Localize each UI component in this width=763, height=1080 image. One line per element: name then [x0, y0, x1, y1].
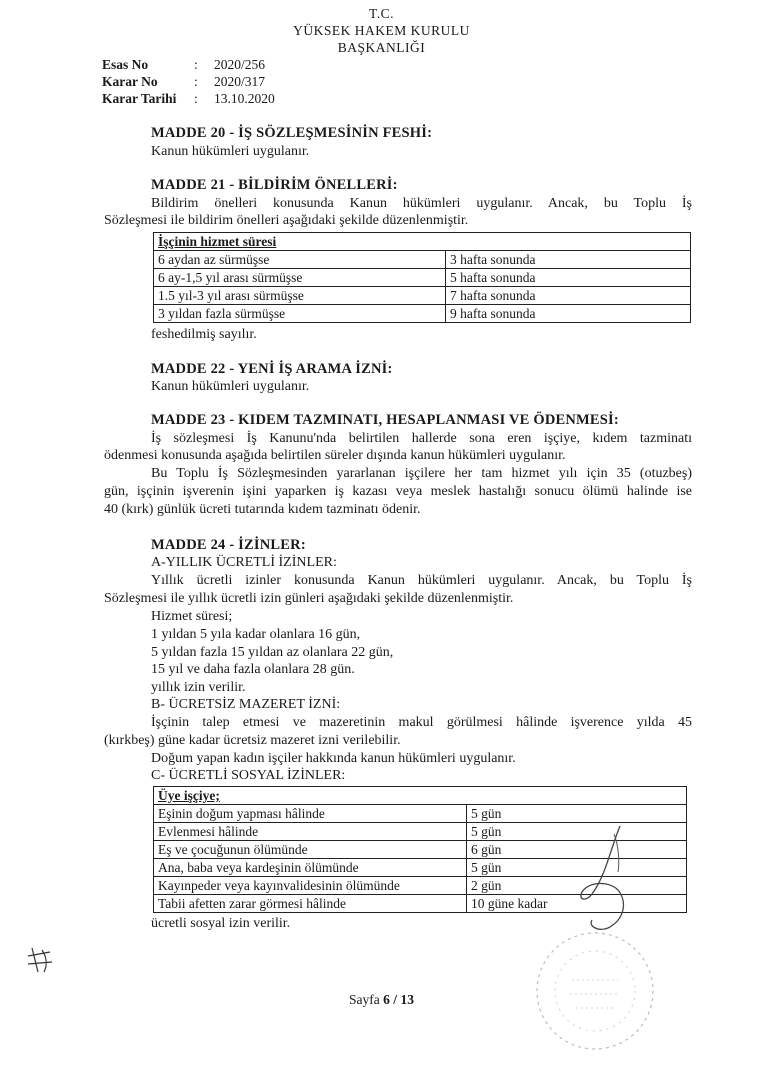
header-presidency: BAŞKANLIĞI — [337, 40, 426, 55]
madde-21-paragraph-line2: Sözleşmesi ile bildirim önelleri aşağıdaki şekilde düzenlenmiştir. — [104, 213, 469, 228]
table-cell: Eşinin doğum yapması hâlinde — [154, 805, 467, 823]
madde-22-heading: MADDE 22 - YENİ İŞ ARAMA İZNİ: — [151, 361, 393, 377]
header-institution: YÜKSEK HAKEM KURULU — [293, 23, 470, 38]
madde-21-paragraph-line1: Bildirim önelleri konusunda Kanun hükümleri uygulanır. Ancak, bu Toplu İş — [151, 196, 692, 211]
page-total: 13 — [400, 992, 414, 1007]
table-cell: 3 hafta sonunda — [446, 251, 691, 269]
table-cell: Tabii afetten zarar görmesi hâlinde — [154, 895, 467, 913]
madde-23-p2-line1: Bu Toplu İş Sözleşmesinden yararlanan işçilere her tam hizmet yılı için 35 (otuzbeş) — [151, 466, 692, 481]
meta-esas-no — [102, 56, 265, 73]
section-a-service-label: Hizmet süresi; — [151, 609, 233, 624]
table-cell: 6 gün — [467, 841, 687, 859]
meta-colon: : — [194, 74, 198, 89]
section-c-after-table: ücretli sosyal izin verilir. — [151, 916, 291, 931]
section-a-tier-1: 1 yıldan 5 yıla kadar olanlara 16 gün, — [151, 627, 361, 642]
table-cell: 6 aydan az sürmüşse — [154, 251, 446, 269]
table-cell: 6 ay-1,5 yıl arası sürmüşse — [154, 269, 446, 287]
table-row — [154, 305, 691, 323]
section-a-title: A-YILLIK ÜCRETLİ İZİNLER: — [151, 555, 337, 570]
header-tc: T.C. — [369, 6, 394, 21]
table-cell: Eş ve çocuğunun ölümünde — [154, 841, 467, 859]
table-cell: 5 gün — [467, 859, 687, 877]
madde-20-text: Kanun hükümleri uygulanır. — [151, 144, 310, 159]
madde-23-p1-line1: İş sözleşmesi İş Kanunu'nda belirtilen hallerde sona eren işçiye, kıdem tazminatı — [151, 431, 692, 446]
table-row — [154, 269, 691, 287]
page-footer — [0, 992, 763, 1008]
meta-label: Esas No — [102, 57, 149, 72]
meta-colon: : — [194, 57, 198, 72]
madde-21-after-table: feshedilmiş sayılır. — [151, 327, 257, 342]
section-b-p2: Doğum yapan kadın işçiler hakkında kanun hükümleri uygulanır. — [151, 751, 516, 766]
section-b-p1-line1: İşçinin talep etmesi ve mazeretinin makul görülmesi hâlinde işverence yılda 45 — [151, 715, 692, 730]
madde-20-heading: MADDE 20 - İŞ SÖZLEŞMESİNİN FESHİ: — [151, 125, 433, 141]
table-cell: 1.5 yıl-3 yıl arası sürmüşse — [154, 287, 446, 305]
table-cell: 7 hafta sonunda — [446, 287, 691, 305]
table-cell: Kayınpeder veya kayınvalidesinin ölümünde — [154, 877, 467, 895]
official-stamp — [532, 928, 658, 1054]
meta-value: 13.10.2020 — [214, 91, 275, 106]
table-header: Üye işçiye; — [154, 787, 687, 805]
madde-23-p1-line2: ödenmesi konusunda aşağıda belirtilen süreler dışında kanun hükümleri uygulanır. — [104, 448, 566, 463]
table-header: İşçinin hizmet süresi — [154, 233, 691, 251]
meta-karar-no — [102, 73, 265, 90]
table-cell: 10 güne kadar — [467, 895, 687, 913]
madde-22-text: Kanun hükümleri uygulanır. — [151, 379, 310, 394]
table-cell: 5 gün — [467, 823, 687, 841]
page-separator: / — [389, 992, 401, 1007]
handwritten-signature — [548, 820, 658, 940]
meta-label: Karar No — [102, 74, 158, 89]
table-cell: 2 gün — [467, 877, 687, 895]
madde-21-heading: MADDE 21 - BİLDİRİM ÖNELLERİ: — [151, 177, 398, 193]
section-a-p1-line1: Yıllık ücretli izinler konusunda Kanun hükümleri uygulanır. Ancak, bu Toplu İş — [151, 573, 692, 588]
madde-23-p2-line3: 40 (kırk) günlük ücreti tutarında kıdem tazminatı ödenir. — [104, 502, 421, 517]
table-cell: Ana, baba veya kardeşinin ölümünde — [154, 859, 467, 877]
section-a-p1-line2: Sözleşmesi ile yıllık ücretli izin günleri aşağıdaki şekilde düzenlenmiştir. — [104, 591, 514, 606]
page-number: 6 — [383, 992, 390, 1007]
madde-23-heading: MADDE 23 - KIDEM TAZMINATI, HESAPLANMASI VE ÖDENMESİ: — [151, 412, 619, 428]
section-a-tier-3: 15 yıl ve daha fazla olanlara 28 gün. — [151, 662, 355, 677]
meta-value: 2020/256 — [214, 57, 266, 72]
madde-24-heading: MADDE 24 - İZİNLER: — [151, 537, 306, 553]
meta-karar-tarihi — [102, 90, 275, 107]
initial-signature — [24, 944, 58, 976]
table-cell: 9 hafta sonunda — [446, 305, 691, 323]
table-cell: Evlenmesi hâlinde — [154, 823, 467, 841]
section-a-closing: yıllık izin verilir. — [151, 680, 246, 695]
section-a-tier-2: 5 yıldan fazla 15 yıldan az olanlara 22 gün, — [151, 645, 394, 660]
table-cell: 5 hafta sonunda — [446, 269, 691, 287]
meta-colon: : — [194, 91, 198, 106]
table-cell: 5 gün — [467, 805, 687, 823]
table-row — [154, 251, 691, 269]
meta-label: Karar Tarihi — [102, 91, 177, 106]
section-b-p1-line2: (kırkbeş) güne kadar ücretsiz mazeret izni verilebilir. — [104, 733, 401, 748]
section-b-title: B- ÜCRETSİZ MAZERET İZNİ: — [151, 697, 341, 712]
page-label: Sayfa — [349, 992, 384, 1007]
section-c-title: C- ÜCRETLİ SOSYAL İZİNLER: — [151, 768, 346, 783]
notice-period-table — [153, 232, 691, 323]
madde-23-p2-line2: gün, işçinin işverenin işini yaparken iş kazası veya meslek hastalığı sonucu ölümü halinde ise — [104, 484, 692, 499]
meta-value: 2020/317 — [214, 74, 266, 89]
table-row — [154, 287, 691, 305]
table-cell: 3 yıldan fazla sürmüşse — [154, 305, 446, 323]
